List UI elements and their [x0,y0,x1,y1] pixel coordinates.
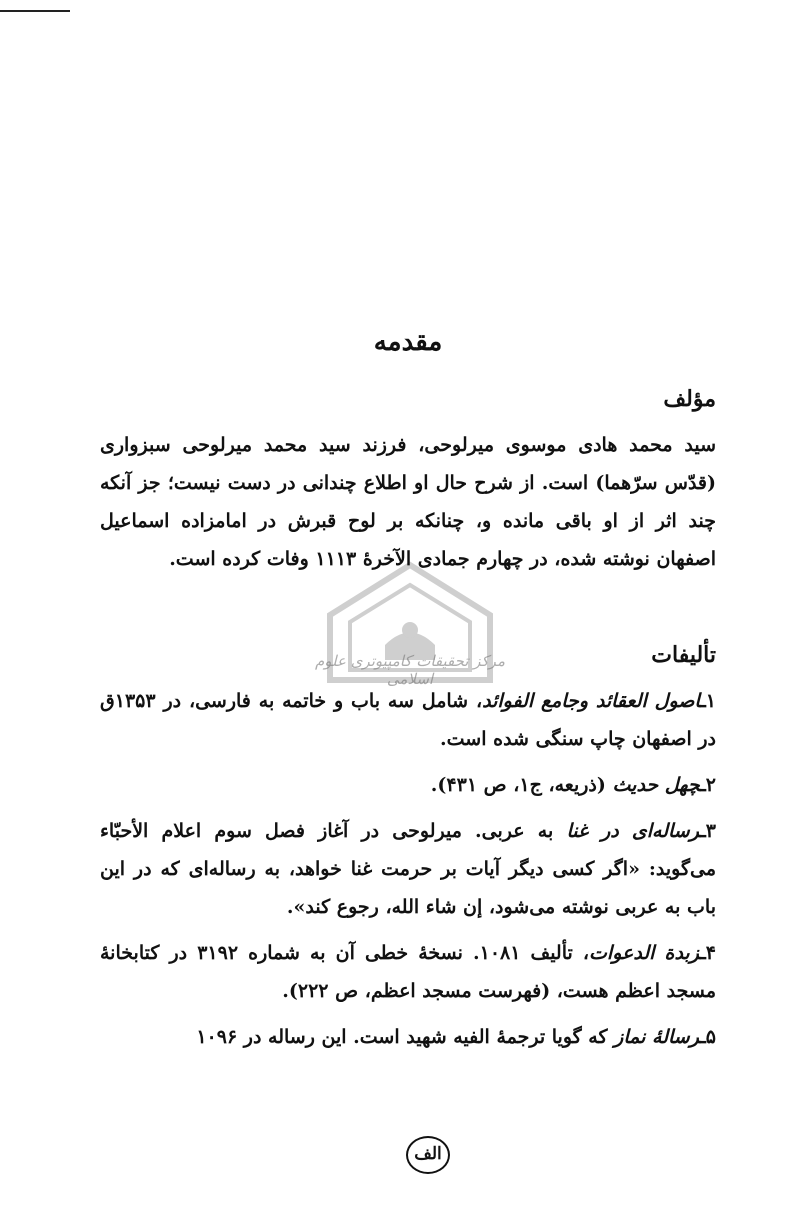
work-item-text: که گویا ترجمهٔ الفیه شهید است. این رساله در ۱۰۹۶ [196,1026,615,1048]
work-item-2 [100,766,716,804]
works-heading: تألیفات [651,642,716,668]
author-paragraph: سید محمد هادی موسوی میرلوحی، فرزند سید محمد میرلوحی سبزواری (قدّس سرّهما) است. از شرح حال او اطلاع چندانی در دست نیست؛ جز آنکه چند اثر از او باقی مانده و، چنانکه بر لوح قبرش در امامزاده اسماعیل اصفهان نوشته شده، در چهارم جمادی الآخرهٔ ۱۱۱۳ وفات کرده است. [100,434,716,570]
page-number: الف [406,1136,450,1174]
work-item-1 [100,682,716,758]
work-item-number: ۴ـ [700,942,716,964]
top-rule [0,10,70,12]
work-item-number: ۳ـ [700,820,716,842]
section-spacer [100,578,716,638]
work-item-number: ۱ـ [700,690,716,712]
work-item-text: ، شامل سه باب و خاتمه به فارسی، در ۱۳۵۳ق در اصفهان چاپ سنگی شده است. [100,690,716,750]
work-item-title: رسالهٔ نماز [614,1026,701,1048]
work-item-number: ۵ـ [700,1026,716,1048]
page-content [100,322,716,1064]
watermark-text: مرکز تحقیقات کامپیوتری علوم اسلامی [315,652,505,688]
work-item-4 [100,934,716,1010]
work-item-number: ۲ـ [700,774,716,796]
work-item-title: چهل حدیث [612,774,701,796]
page-title: مقدمه [373,327,443,357]
author-heading: مؤلف [663,386,716,412]
work-item-title: زبدة الدعوات [589,942,701,964]
work-item-3 [100,812,716,926]
work-item-text: (ذریعه، ج۱، ص ۴۳۱). [430,774,613,796]
work-item-5 [100,1018,716,1056]
work-item-text: ، تألیف ۱۰۸۱. نسخهٔ خطی آن به شماره ۳۱۹۲ در کتابخانهٔ مسجد اعظم هست، (فهرست مسجد اعظم، ص ۲۲۲). [100,942,716,1002]
work-item-text: به عربی. میرلوحی در آغاز فصل سوم اعلام الأحبّاء می‌گوید: «اگر کسی دیگر آیات بر حرمت غنا خواهد، به رساله‌ای که در این باب به عربی نوشته می‌شود، إن شاء الله، رجوع کند». [100,820,716,918]
work-item-title: رساله‌ای در غنا [566,820,701,842]
work-item-title: اصول العقائد وجامع الفوائد [482,690,701,712]
